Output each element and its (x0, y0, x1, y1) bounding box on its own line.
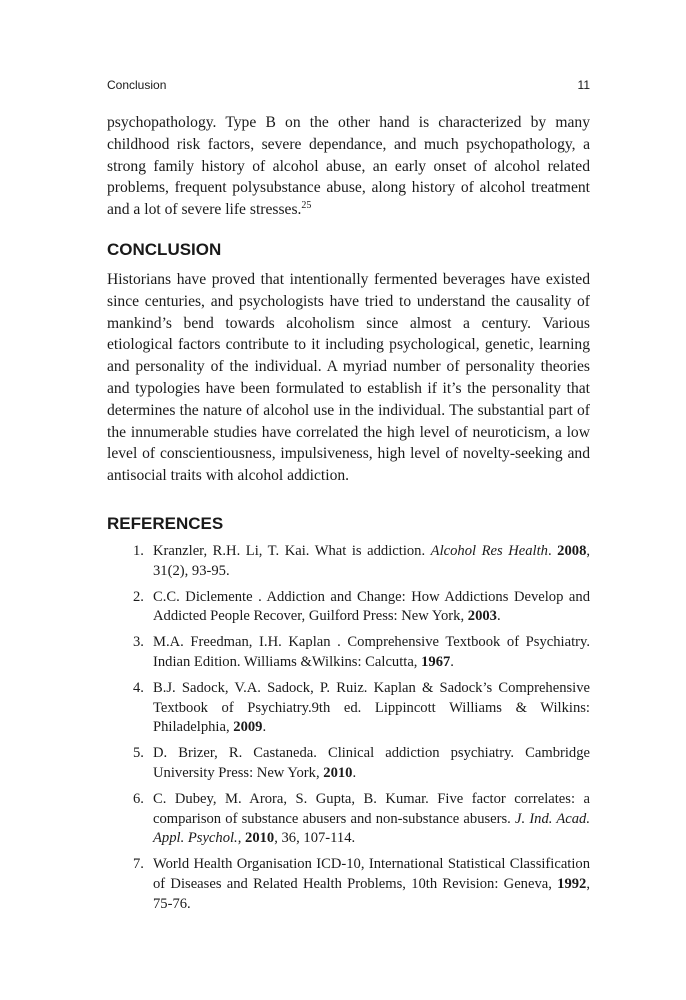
reference-tail: , 31(2), 93-95. (153, 543, 591, 579)
reference-journal: J. Ind. Acad. Appl. Psychol. (153, 810, 590, 847)
reference-number: 5. (133, 745, 144, 762)
reference-item (107, 633, 590, 672)
conclusion-heading: CONCLUSION (107, 240, 222, 259)
intro-paragraph-text: psychopathology. Type B on the other hand is characterized by many childhood risk factors, severe dependance, and much psychopathology, a strong family history of alcohol abuse, an early onset of alcohol related problems, frequent polysubstance abuse, along history of alcohol treatment and a lot of severe life stresses. (107, 114, 590, 219)
reference-text: D. Brizer, R. Castaneda. Clinical addiction psychiatry. Cambridge University Press: New York, (153, 745, 590, 781)
reference-text: M.A. Freedman, I.H. Kaplan . Comprehensive Textbook of Psychiatry. Indian Edition. Williams &Wilkins: Calcutta, (153, 634, 590, 670)
reference-number: 3. (133, 634, 144, 651)
reference-journal: Alcohol Res Health (430, 543, 548, 559)
reference-item (107, 855, 590, 914)
reference-tail: . (262, 719, 267, 736)
reference-item (107, 744, 590, 783)
reference-year: 2008 (557, 543, 587, 559)
running-head (107, 78, 590, 96)
reference-number: 6. (133, 791, 144, 808)
reference-item (107, 588, 590, 627)
reference-text: B.J. Sadock, V.A. Sadock, P. Ruiz. Kaplan & Sadock’s Comprehensive Textbook of Psychiatry.9th ed. Lippincott Williams & Wilkins: Philadelphia, (153, 680, 590, 736)
reference-year: 2009 (233, 719, 263, 736)
reference-sep: . (547, 543, 558, 559)
reference-year: 2003 (467, 608, 497, 625)
reference-year: 1992 (557, 875, 587, 892)
reference-text: C.C. Diclemente . Addiction and Change: How Addictions Develop and Addicted People Recover, Guilford Press: New York, (153, 588, 590, 625)
references-heading: REFERENCES (107, 514, 224, 533)
page-number: 11 (577, 78, 590, 92)
references-list (107, 542, 590, 921)
reference-year: 2010 (245, 830, 275, 847)
reference-tail: , 75-76. (153, 875, 590, 912)
reference-item (107, 790, 590, 849)
running-head-section: Conclusion (107, 78, 167, 92)
reference-tail: . (450, 653, 454, 670)
reference-tail: , 36, 107-114. (274, 830, 356, 847)
reference-text: C. Dubey, M. Arora, S. Gupta, B. Kumar. Five factor correlates: a comparison of substance abusers and non-substance abusers. (153, 791, 590, 827)
reference-number: 4. (133, 680, 144, 697)
reference-number: 1. (133, 543, 144, 559)
reference-item (107, 679, 590, 738)
reference-year: 1967 (421, 653, 451, 670)
reference-text: World Health Organisation ICD-10, International Statistical Classification of Diseases and Related Health Problems, 10th Revision: Geneva, (153, 856, 590, 892)
reference-year: 2010 (323, 764, 353, 781)
reference-tail: . (352, 764, 357, 781)
reference-number: 7. (133, 856, 144, 873)
reference-sep: , (237, 830, 246, 847)
reference-text: Kranzler, R.H. Li, T. Kai. What is addiction. (153, 543, 431, 559)
reference-tail: . (496, 608, 501, 625)
footnote-ref: 25 (301, 200, 312, 211)
reference-item (107, 542, 590, 581)
intro-paragraph (107, 112, 590, 221)
reference-number: 2. (133, 588, 144, 605)
conclusion-paragraph: Historians have proved that intentionally fermented beverages have existed since centuries, and psychologists have tried to understand the causality of mankind’s bend towards alcoholism since almost a century. Various etiological factors contribute to it including psychological, genetic, learning and personality of the individual. A myriad number of personality theories and typologies have been formulated to establish if it’s the personality that determines the nature of alcohol use in the individual. The substantial part of the innumerable studies have correlated the high level of neuroticism, a low level of conscientiousness, impulsiveness, high level of novelty-seeking and antisocial traits with alcohol addiction. (107, 271, 590, 485)
